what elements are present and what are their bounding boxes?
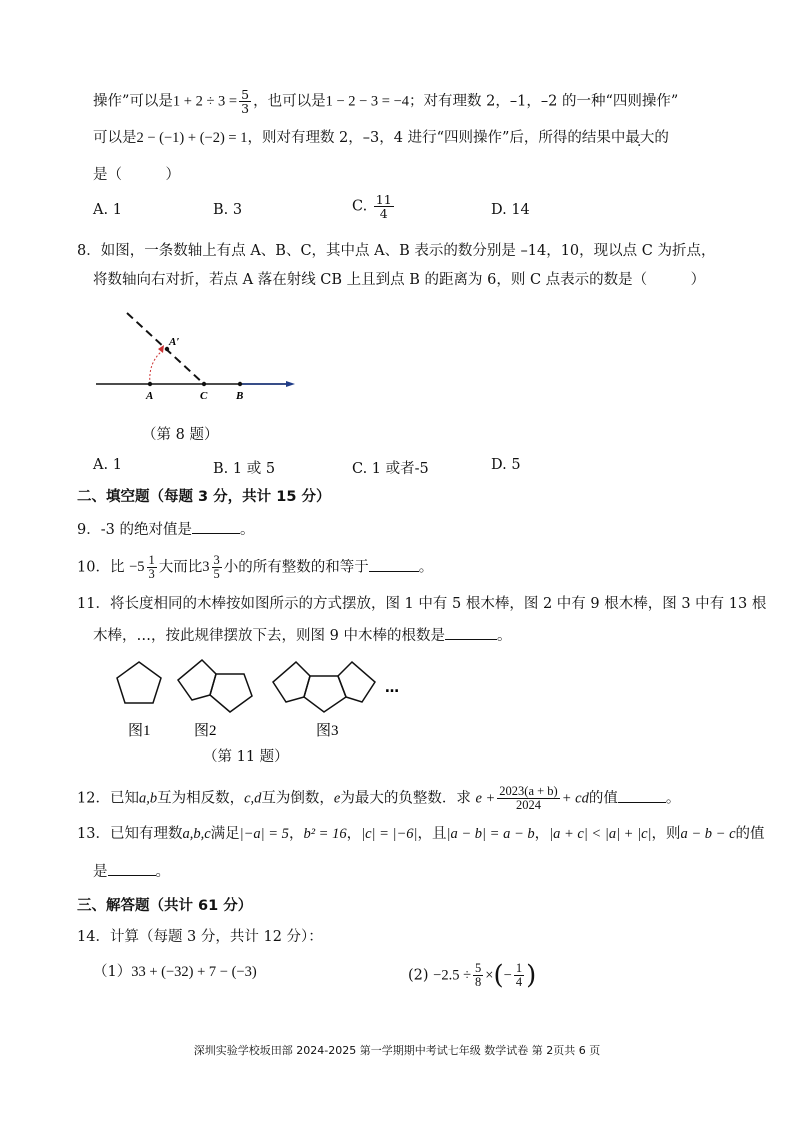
q14-times: × [485, 967, 494, 984]
q13-end: 。 [155, 864, 170, 880]
q12-fraction [497, 785, 559, 812]
label-a-prime: A′ [169, 336, 180, 348]
q13-var-abc: a,b,c [182, 826, 211, 842]
page-footer: 深圳实验学校坂田部 2024-2025 第一学期期中考试七年级 数学试卷 第 2页共 6 页 [193, 1044, 601, 1057]
q7-text: 的 [654, 130, 669, 146]
q14-part2-frac [473, 962, 483, 989]
q7-expr2: 1 − 2 − 3 = −4 [325, 93, 410, 110]
section-3-heading: 三、解答题（共计 61 分） [77, 898, 253, 914]
q7-emphasis: 最大 [625, 130, 655, 146]
whole: −5 [129, 558, 145, 575]
q8-option-a: A. 1 [93, 457, 122, 473]
q13-cond5: |a + c| < |a| + |c| [549, 826, 652, 842]
q13-number: 13． [77, 826, 110, 842]
q7-text: 可以是 [93, 130, 137, 146]
point-b [238, 382, 242, 386]
q7-expr3: 2 − (−1) + (−2) = 1 [136, 130, 248, 146]
q13-line1: 13．已知有理数a,b,c满足|−a| = 5，b² = 16，|c| = |−6|，且|a − b| = a − b，|a + c| < |a| + |c|，则a − b − c的值 [77, 826, 765, 842]
frac-den: 2024 [516, 798, 542, 812]
q14-part2-label: (2) [408, 967, 429, 984]
q8-option-b: B. 1 或 5 [213, 461, 276, 477]
q14-part1-expr: 33 + (−32) + 7 − (−3) [131, 964, 257, 980]
q8-line1: 8．如图，一条数轴上有点 A、B、C，其中点 A、B 表示的数分别是 –14，10，现以点 C 为折点， [77, 243, 716, 259]
q11-line1: 11．将长度相同的木棒按如图所示的方式摆放，图 1 中有 5 根木棒，图 2 中有 9 根木棒，图 3 中有 13 根 [77, 596, 767, 612]
q9-end: 。 [239, 522, 255, 538]
frac-den: 4 [379, 206, 388, 221]
q12-text: 的值 [588, 790, 618, 807]
q11-end: 。 [496, 628, 512, 644]
q14-part2-pre: −2.5 ÷ [433, 967, 472, 984]
pentagon-fig2-right [210, 674, 252, 712]
q7-text: ，也可以是 [253, 93, 326, 110]
option-c-fraction [374, 193, 394, 220]
q12-answer-blank[interactable] [618, 788, 666, 803]
q10-text: 小的所有整数的和等于 [223, 559, 369, 576]
q10-number: 10． [77, 559, 110, 576]
q9-text: -3 的绝对值是 [100, 522, 192, 538]
q13-text: 满足 [210, 826, 240, 842]
q10-mixed2 [202, 554, 224, 581]
frac-den: 5 [213, 567, 220, 581]
q7-line1 [93, 88, 678, 115]
q13-text: 已知有理数 [109, 826, 183, 842]
frac-num: 11 [375, 192, 392, 207]
pentagon-fig1 [117, 662, 161, 703]
fold-arrow [158, 345, 164, 353]
q10-text: 比 [109, 559, 125, 576]
q11-caption: （第 11 题） [203, 749, 289, 765]
q8-line2: 将数轴向右对折，若点 A 落在射线 CB 上且到点 B 的距离为 6，则 C 点表示的数是（ ） [93, 272, 706, 288]
label-b: B [236, 390, 244, 402]
q12-var-ab: a,b [138, 790, 158, 807]
option-label: C. [352, 198, 368, 215]
q13-cond4: |a − b| = a − b [446, 826, 535, 842]
fig1-label: 图1 [128, 723, 151, 739]
q8-caption: （第 8 题） [142, 427, 219, 443]
q11-line2 [93, 625, 511, 646]
q14-part1-label: （1） [93, 964, 132, 980]
q7-fraction [239, 88, 251, 115]
q11-answer-blank[interactable] [445, 625, 497, 640]
q7-expr1: 1 + 2 ÷ 3 = [172, 93, 238, 110]
fig3-label: 图3 [316, 723, 339, 739]
frac-den: 3 [148, 567, 155, 581]
point-c [202, 382, 206, 386]
q12-end: 。 [665, 790, 681, 807]
q12 [77, 785, 680, 812]
label-a: A [146, 390, 154, 402]
whole: 3 [202, 558, 210, 575]
q10-text: 大而比 [158, 559, 203, 576]
q11-text: 木棒，…，按此规律摆放下去，则图 9 中木棒的根数是 [93, 628, 445, 644]
q12-number: 12． [77, 790, 110, 807]
q13-cond3: |c| = |−6| [361, 826, 418, 842]
q12-text: 为最大的负整数．求 [340, 790, 471, 807]
q14-part1 [93, 962, 257, 982]
q8-option-d: D. 5 [491, 457, 521, 473]
pentagon-fig3-right [338, 662, 375, 702]
q8-figure [90, 305, 305, 405]
frac-den: 4 [515, 975, 523, 989]
q10-mixed1 [129, 554, 159, 581]
q7-line2 [93, 128, 669, 148]
q13-cond1: |−a| = 5 [239, 826, 289, 842]
q13-text: ，则 [651, 826, 681, 842]
fold-arc [150, 351, 162, 384]
q12-var-e: e [333, 790, 341, 807]
q14-title: 14．计算（每题 3 分，共计 12 分）： [77, 929, 323, 945]
q7-option-a: A. 1 [93, 202, 122, 218]
q12-text: 互为倒数， [261, 790, 334, 807]
q13-expr: a − b − c [680, 826, 736, 842]
q13-text: 的值 [735, 826, 765, 842]
frac-num: 1 [515, 961, 523, 975]
q14-part2-inner-frac [514, 962, 524, 989]
q7-line3: 是（ ） [93, 167, 180, 183]
q12-expr-pre: e + [475, 790, 496, 807]
frac-den: 8 [475, 975, 482, 989]
q13-answer-blank[interactable] [108, 861, 156, 876]
point-a [148, 382, 152, 386]
figure-continuation-dots: … [385, 680, 399, 696]
q7-option-d: D. 14 [491, 202, 530, 218]
frac-num: 5 [475, 961, 482, 975]
q7-option-c [352, 193, 396, 220]
q12-text: 已知 [109, 790, 139, 807]
q7-text: ；对有理数 2，–1，–2 的一种“四则操作” [409, 93, 679, 110]
q12-expr-post: + cd [561, 790, 589, 807]
q10-end: 。 [418, 559, 434, 576]
q9 [77, 519, 254, 540]
q7-text: ，则对有理数 2，–3，4 进行“四则操作”后，所得的结果中 [247, 130, 626, 146]
q9-answer-blank[interactable] [192, 519, 240, 534]
frac-den: 3 [241, 101, 250, 116]
q14-minus: − [503, 967, 512, 984]
q10-answer-blank[interactable] [369, 557, 419, 572]
fig2-label: 图2 [194, 723, 217, 739]
q7-text: 操作”可以是 [93, 93, 173, 110]
q8-option-c: C. 1 或者-5 [352, 461, 429, 477]
frac-num: 2023(a + b) [499, 784, 558, 798]
frac-num: 5 [241, 87, 250, 102]
paren-left: ( [493, 960, 504, 991]
q12-var-cd: c,d [244, 790, 262, 807]
q13-text: ，且 [417, 826, 447, 842]
q9-number: 9． [77, 522, 101, 538]
q12-text: 互为相反数， [157, 790, 245, 807]
frac-num: 1 [148, 553, 155, 567]
label-c: C [200, 390, 208, 402]
section-2-heading: 二、填空题（每题 3 分，共计 15 分） [77, 489, 331, 505]
q13-cond2: b² = 16 [303, 826, 347, 842]
q7-option-b: B. 3 [213, 202, 243, 218]
q11-figures [110, 650, 410, 760]
q13-text: 是 [93, 864, 108, 880]
q13-line2 [93, 861, 170, 882]
arrow-head [286, 381, 295, 387]
frac-num: 3 [213, 553, 220, 567]
q14-part2 [408, 962, 536, 989]
q10 [77, 554, 433, 581]
paren-right: ) [526, 960, 537, 991]
